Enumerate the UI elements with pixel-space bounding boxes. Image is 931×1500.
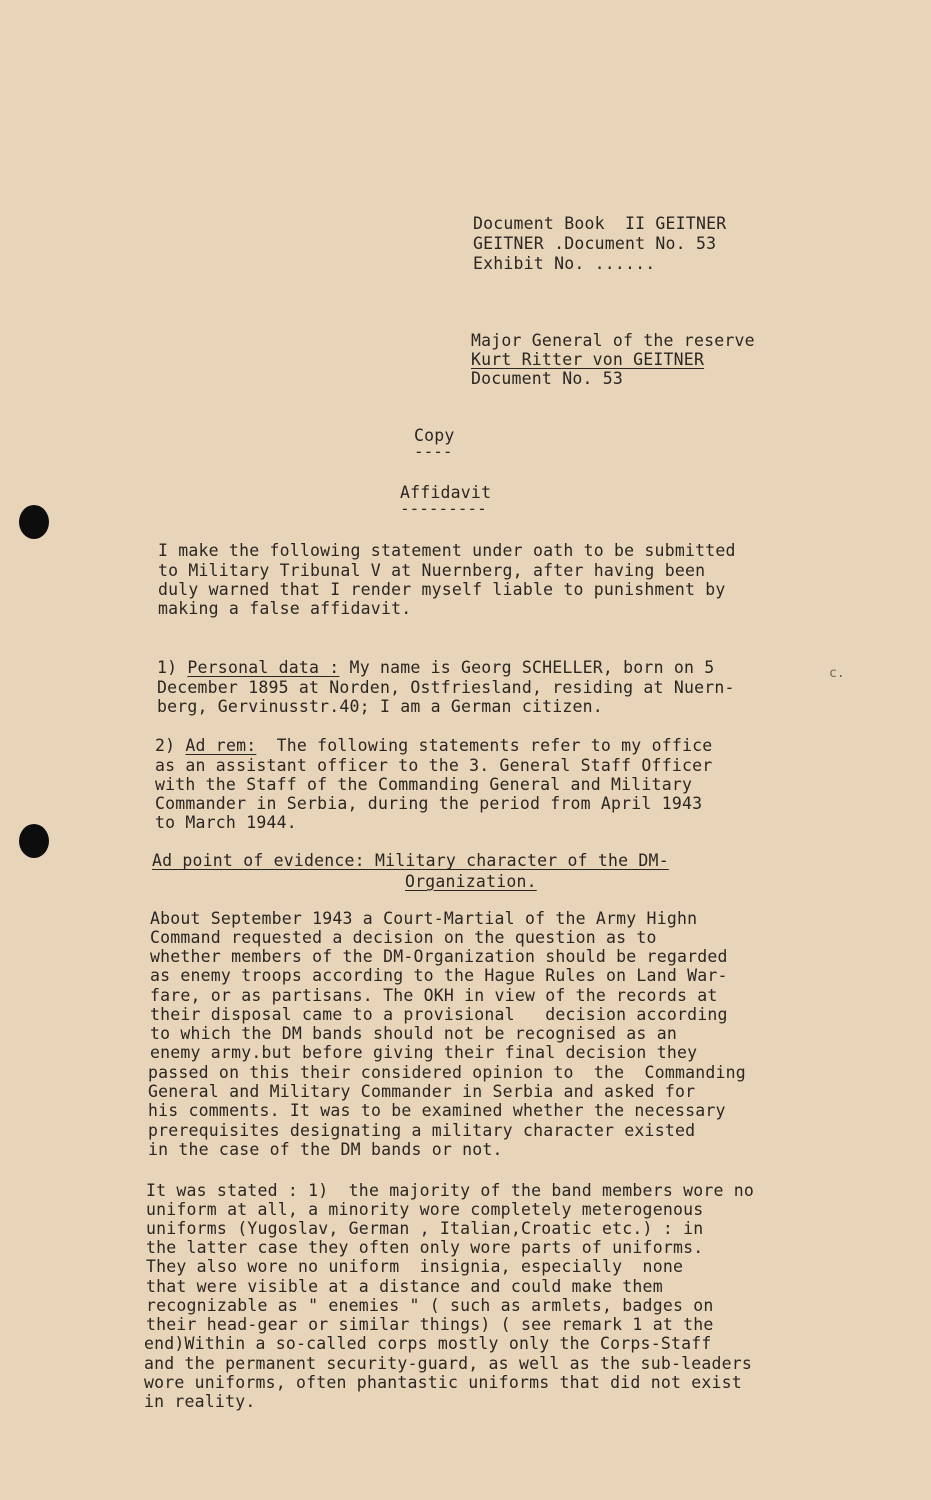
margin-mark: c. — [829, 666, 845, 681]
para2-line: their head-gear or similar things) ( see remark 1 at the — [146, 1315, 714, 1334]
section-heading-line-1: Ad point of evidence: Military character of the DM- — [152, 851, 669, 870]
para2-line: It was stated : 1) the majority of the band members wore no — [146, 1181, 755, 1200]
para2-line: that were visible at a distance and could make them — [146, 1277, 663, 1296]
para1-line: their disposal came to a provisional decision according — [150, 1005, 728, 1024]
para1-line: as enemy troops according to the Hague Rules on Land War- — [150, 966, 728, 985]
para2-line: recognizable as " enemies " ( such as armlets, badges on — [146, 1296, 714, 1315]
para1-line: General and Military Commander in Serbia and asked for — [148, 1082, 696, 1101]
intro-line: making a false affidavit. — [158, 599, 412, 618]
para2-line: the latter case they often only wore parts of uniforms. — [146, 1238, 704, 1257]
para1-line: About September 1943 a Court-Martial of the Army Highn — [150, 909, 698, 928]
para2-line: end)Within a so-called corps mostly only the Corps-Staff — [144, 1334, 712, 1353]
doc-number-line: GEITNER .Document No. 53 — [473, 234, 717, 253]
copy-label: Copy — [414, 426, 455, 445]
punch-hole — [19, 505, 49, 539]
punch-hole — [19, 824, 49, 858]
para2-line: They also wore no uniform insignia, especially none — [146, 1257, 684, 1276]
para1-line: whether members of the DM-Organization should be regarded — [150, 947, 728, 966]
para1-line: his comments. It was to be examined whether the necessary — [148, 1101, 726, 1120]
intro-line: duly warned that I render myself liable to punishment by — [158, 580, 726, 599]
personal-first-line: 1) Personal data : My name is Georg SCHELLER, born on 5 — [157, 658, 715, 677]
para1-line: fare, or as partisans. The OKH in view of the records at — [150, 986, 718, 1005]
author-name: Kurt Ritter von GEITNER — [471, 350, 705, 369]
author-doc-number: Document No. 53 — [471, 369, 624, 388]
copy-rule: ---- — [414, 442, 453, 461]
personal-data-label: Personal data : — [187, 658, 340, 677]
doc-book-line: Document Book II GEITNER — [473, 214, 727, 233]
section-heading-line-2: Organization. — [405, 872, 537, 891]
personal-line: berg, Gervinusstr.40; I am a German citizen. — [157, 697, 603, 716]
para1-line: to which the DM bands should not be recognised as an — [150, 1024, 677, 1043]
para2-line: wore uniforms, often phantastic uniforms that did not exist — [144, 1373, 742, 1392]
para2-line: and the permanent security-guard, as well as the sub-leaders — [144, 1354, 753, 1373]
personal-line: December 1895 at Norden, Ostfriesland, residing at Nuern- — [157, 678, 735, 697]
intro-line: to Military Tribunal V at Nuernberg, after having been — [158, 561, 706, 580]
exhibit-line: Exhibit No. ...... — [473, 254, 656, 273]
ad-rem-line: to March 1944. — [155, 813, 297, 832]
intro-line: I make the following statement under oath to be submitted — [158, 541, 736, 560]
ad-rem-line: as an assistant officer to the 3. General Staff Officer — [155, 756, 713, 775]
para2-line: uniform at all, a minority wore completely meterogenous — [146, 1200, 704, 1219]
para1-line: enemy army.but before giving their final decision they — [150, 1043, 698, 1062]
ad-rem-first-line: 2) Ad rem: The following statements refer to my office — [155, 736, 713, 755]
para1-line: passed on this their considered opinion to the Commanding — [148, 1063, 746, 1082]
ad-rem-line: with the Staff of the Commanding General and Military — [155, 775, 693, 794]
para1-line: Command requested a decision on the question as to — [150, 928, 657, 947]
affidavit-rule: --------- — [400, 499, 487, 518]
affidavit-title: Affidavit — [400, 483, 492, 502]
para2-line: in reality. — [144, 1392, 256, 1411]
author-rank: Major General of the reserve — [471, 331, 755, 350]
ad-rem-line: Commander in Serbia, during the period from April 1943 — [155, 794, 703, 813]
para1-line: prerequisites designating a military character existed — [148, 1121, 696, 1140]
ad-rem-label: Ad rem: — [185, 736, 257, 755]
para2-line: uniforms (Yugoslav, German , Italian,Croatic etc.) : in — [146, 1219, 704, 1238]
para1-line: in the case of the DM bands or not. — [148, 1140, 503, 1159]
